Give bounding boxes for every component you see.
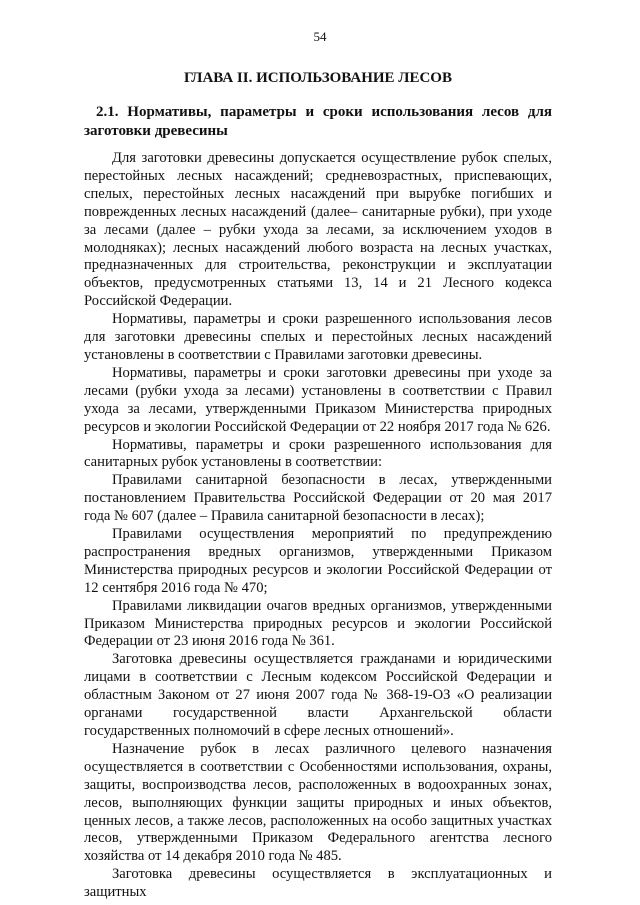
paragraph: Нормативы, параметры и сроки заготовки древесины при уходе за лесами (рубки ухода за лесами) установлены в соответствии с Правил ухода за лесами, утвержденными Приказом Министерства природных ресурсов и экологии Российской Федерации от 22 ноября 2017 года № 626.	[84, 364, 552, 435]
paragraph: Заготовка древесины осуществляется гражданами и юридическими лицами в соответствии с Лесным кодексом Российской Федерации и областным Законом от 27 июня 2007 года № 368-19-ОЗ «О реализации органами государственной власти Архангельской области государственных полномочий в сфере лесных отношений».	[84, 651, 552, 739]
paragraph: Правилами ликвидации очагов вредных организмов, утвержденными Приказом Министерства природных ресурсов и экологии Российской Федерации от 23 июня 2016 года № 361.	[84, 597, 552, 650]
paragraph: Нормативы, параметры и сроки разрешенного использования для санитарных рубок установлены в соответствии:	[84, 436, 552, 471]
paragraph: Правилами санитарной безопасности в лесах, утвержденными постановлением Правительства Российской Федерации от 20 мая 2017 года № 607 (далее – Правила санитарной безопасности в лесах);	[84, 472, 552, 525]
paragraph: Правилами осуществления мероприятий по предупреждению распространения вредных организмов, утвержденными Приказом Министерства природных ресурсов и экологии Российской Федерации от 12 сентября 2016 года № 470;	[84, 526, 552, 596]
section-title: 2.1. Нормативы, параметры и сроки использования лесов для заготовки древесины	[84, 104, 552, 139]
body-text	[84, 150, 552, 902]
paragraph: Заготовка древесины осуществляется в эксплуатационных и защитных	[84, 866, 552, 901]
paragraph: Для заготовки древесины допускается осуществление рубок спелых, перестойных лесных насаждений; средневозрастных, приспевающих, спелых, перестойных лесных насаждений при вырубке погибших и поврежденных лесных насаждений (далее– санитарные рубки), при уходе за лесами (далее – рубки ухода за лесами, за исключением уходов в молодняках); лесных насаждений любого возраста на лесных участках, предназначенных для строительства, реконструкции и эксплуатации объектов, предусмотренных статьями 13, 14 и 21 Лесного кодекса Российской Федерации.	[84, 150, 552, 310]
page-number: 54	[313, 29, 327, 44]
paragraph: Назначение рубок в лесах различного целевого назначения осуществляется в соответствии с Особенностями использования, охраны, защиты, воспроизводства лесов, расположенных в водоохранных зонах, лесов, выполняющих функции защиты природных и иных объектов, ценных лесов, а также лесов, расположенных на особо защитных участках лесов, утвержденными Приказом Федерального агентства лесного хозяйства от 14 декабря 2010 года № 485.	[84, 740, 552, 865]
paragraph: Нормативы, параметры и сроки разрешенного использования лесов для заготовки древесины спелых и перестойных лесных насаждений установлены в соответствии с Правилами заготовки древесины.	[84, 311, 552, 363]
chapter-title: ГЛАВА II. ИСПОЛЬЗОВАНИЕ ЛЕСОВ	[184, 70, 452, 86]
